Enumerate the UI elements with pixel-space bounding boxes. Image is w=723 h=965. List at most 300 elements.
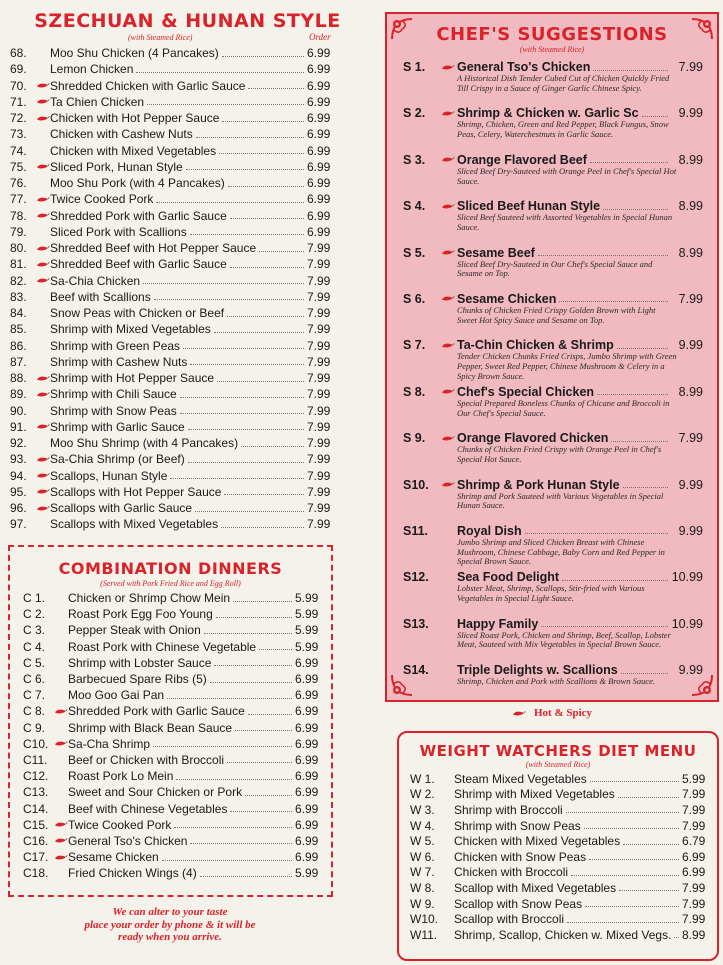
pepper-spacer <box>36 180 50 187</box>
item-name: Scallop with Mixed Vegetables <box>454 880 617 895</box>
chili-pepper-icon <box>36 212 50 219</box>
item-price: 7.99 <box>307 517 331 532</box>
item-number: C18. <box>23 866 49 881</box>
item-number: 97. <box>10 517 27 532</box>
pepper-spacer <box>441 620 457 627</box>
item-number: 85. <box>10 322 27 337</box>
item-price: 8.99 <box>682 927 706 942</box>
item-number: 92. <box>10 436 27 451</box>
dot-leader <box>259 649 292 650</box>
chili-pepper-icon <box>36 391 50 398</box>
pepper-spacer <box>36 407 50 414</box>
menu-item <box>10 768 323 784</box>
item-name: Chicken with Snow Peas <box>454 849 587 864</box>
item-name: Sea Food Delight <box>457 570 560 585</box>
menu-item <box>399 927 710 943</box>
item-name: Steam Mixed Vegetables <box>454 771 587 786</box>
pepper-spacer <box>36 521 50 528</box>
dot-leader <box>674 937 679 938</box>
item-price: 7.99 <box>307 501 331 516</box>
chili-pepper-icon <box>54 854 68 861</box>
item-name: Shrimp with Mixed Vegetables <box>454 787 615 802</box>
chef-menu-item <box>387 385 717 431</box>
menu-item <box>0 354 337 370</box>
item-price: 7.99 <box>307 289 331 304</box>
item-description: Shrimp, Chicken and Pork with Scallions & Brown Sauce. <box>457 676 655 687</box>
menu-item <box>10 752 323 768</box>
dot-leader <box>153 746 292 747</box>
item-name: General Tso's Chicken <box>68 833 188 848</box>
dot-leader <box>259 251 304 252</box>
chili-pepper-icon <box>36 196 50 203</box>
item-price: 7.99 <box>682 896 706 911</box>
dot-leader <box>136 72 304 73</box>
dot-leader <box>183 348 304 349</box>
item-name: Snow Peas with Chicken or Beef <box>50 306 225 321</box>
item-number: S 1. <box>403 60 426 74</box>
item-name: Scallops with Hot Pepper Sauce <box>50 484 222 499</box>
item-number: 84. <box>10 306 27 321</box>
item-number: C 8. <box>23 704 46 719</box>
dot-leader <box>190 364 304 365</box>
item-number: W10. <box>410 912 439 927</box>
pepper-spacer <box>54 773 68 780</box>
item-price: 7.99 <box>307 338 331 353</box>
pepper-spacer <box>36 131 50 138</box>
item-name: Orange Flavored Chicken <box>457 431 609 446</box>
menu-item <box>399 849 710 865</box>
item-number: C15. <box>23 817 49 832</box>
item-price: 6.99 <box>307 224 331 239</box>
menu-item <box>399 787 710 803</box>
item-number: 91. <box>10 419 27 434</box>
dot-leader <box>611 441 668 442</box>
dot-leader <box>180 413 304 414</box>
item-price: 6.99 <box>307 94 331 109</box>
item-name: Shrimp with Black Bean Sauce <box>68 720 233 735</box>
item-name: General Tso's Chicken <box>457 60 591 74</box>
pepper-spacer <box>441 667 457 674</box>
item-name: Shrimp with Snow Peas <box>50 403 177 418</box>
pepper-spacer <box>441 527 457 534</box>
item-number: W 3. <box>410 802 435 817</box>
item-price: 6.99 <box>295 817 319 832</box>
pepper-spacer <box>54 805 68 812</box>
menu-item <box>10 800 323 816</box>
item-name: Fried Chicken Wings (4) <box>68 866 197 881</box>
dot-leader <box>584 828 679 829</box>
chili-pepper-icon <box>512 710 530 717</box>
item-number: C14. <box>23 801 49 816</box>
menu-item <box>0 159 337 175</box>
item-name: Moo Shu Shrimp (with 4 Pancakes) <box>50 436 239 451</box>
item-price: 7.99 <box>678 60 703 74</box>
item-description: Jumbo Shrimp and Sliced Chicken Breast with Chinese Mushroom, Chinese Cabbage, Baby Corn and Red Pepper in Special Brown Sauce. <box>457 536 665 567</box>
item-number: S13. <box>403 616 429 631</box>
item-name: Triple Delights w. Scallions <box>457 663 618 678</box>
item-name: Sesame Beef <box>457 245 535 260</box>
item-name: Lemon Chicken <box>50 62 134 77</box>
dot-leader <box>590 781 679 782</box>
pepper-spacer <box>54 870 68 877</box>
item-price: 6.99 <box>295 785 319 800</box>
item-name: Chef's Special Chicken <box>457 384 595 399</box>
item-name: Roast Pork Egg Foo Young <box>68 607 213 622</box>
pepper-spacer <box>36 342 50 349</box>
item-number: 73. <box>10 127 27 142</box>
item-price: 6.99 <box>307 78 331 93</box>
item-price: 6.99 <box>307 192 331 207</box>
item-number: 76. <box>10 176 27 191</box>
ordering-note: We can alter to your taste place your order by phone & it will be ready when you arrive. <box>84 906 256 944</box>
order-column-label: Order <box>309 32 331 42</box>
dot-leader <box>623 844 679 845</box>
item-name: Sa-Chia Chicken <box>50 273 141 288</box>
item-number: C 7. <box>23 688 46 703</box>
menu-item <box>10 817 323 833</box>
dot-leader <box>571 875 679 876</box>
menu-item <box>10 720 323 736</box>
item-name: Chicken with Mixed Vegetables <box>454 834 621 849</box>
item-name: Shredded Pork with Garlic Sauce <box>50 208 227 223</box>
chef-menu-list <box>387 60 717 709</box>
item-price: 7.99 <box>307 371 331 386</box>
menu-item <box>0 94 337 110</box>
menu-item <box>399 865 710 881</box>
menu-item <box>0 451 337 467</box>
chef-menu-item <box>387 338 717 384</box>
pepper-spacer <box>441 574 457 581</box>
dot-leader <box>143 283 304 284</box>
menu-item <box>0 419 337 435</box>
item-price: 8.99 <box>678 152 703 167</box>
item-number: S11. <box>403 523 429 538</box>
item-name: Scallops, Hunan Style <box>50 468 168 483</box>
item-number: C16. <box>23 833 49 848</box>
item-number: 87. <box>10 354 27 369</box>
item-name: Chicken with Hot Pepper Sauce <box>50 111 220 126</box>
item-number: W 8. <box>410 880 435 895</box>
chili-pepper-icon <box>441 295 457 302</box>
item-number: 79. <box>10 224 27 239</box>
item-price: 6.99 <box>295 720 319 735</box>
item-number: 82. <box>10 273 27 288</box>
menu-item <box>0 468 337 484</box>
pepper-spacer <box>36 440 50 447</box>
item-name: Scallops with Garlic Sauce <box>50 501 193 516</box>
chili-pepper-icon <box>54 821 68 828</box>
dot-leader <box>176 779 292 780</box>
item-name: Shrimp with Lobster Sauce <box>68 655 212 670</box>
menu-item <box>10 736 323 752</box>
item-price: 7.99 <box>307 273 331 288</box>
chili-pepper-icon <box>441 203 457 210</box>
item-price: 6.99 <box>295 655 319 670</box>
menu-item <box>10 671 323 687</box>
pepper-spacer <box>36 66 50 73</box>
floral-corner-icon <box>689 16 715 42</box>
item-price: 8.99 <box>678 245 703 260</box>
chili-pepper-icon <box>441 388 457 395</box>
item-name: Sa-Cha Shrimp <box>68 736 151 751</box>
item-name: Twice Cooked Pork <box>50 192 154 207</box>
item-price: 6.99 <box>307 159 331 174</box>
dot-leader <box>221 527 304 528</box>
item-price: 6.99 <box>307 62 331 77</box>
section-subtitle: (with Steamed Rice) <box>525 760 591 769</box>
pepper-spacer <box>36 358 50 365</box>
dot-leader <box>248 88 304 89</box>
dot-leader <box>190 234 304 235</box>
dot-leader <box>222 56 304 57</box>
item-name: Shrimp & Chicken w. Garlic Sc <box>457 106 639 121</box>
pepper-spacer <box>54 724 68 731</box>
item-number: S 8. <box>403 384 426 399</box>
item-name: Scallop with Broccoli <box>454 912 565 927</box>
item-name: Moo Goo Gai Pan <box>68 688 165 703</box>
item-name: Shrimp with Chili Sauce <box>50 387 177 402</box>
szechuan-hunan-section <box>0 10 345 533</box>
dot-leader <box>538 255 668 256</box>
dot-leader <box>227 316 304 317</box>
dot-leader <box>188 429 304 430</box>
section-title: COMBINATION DINNERS <box>58 559 283 578</box>
chefs-suggestions-section <box>385 12 719 702</box>
item-number: 77. <box>10 192 27 207</box>
dot-leader <box>603 209 668 210</box>
item-name: Moo Shu Pork (with 4 Pancakes) <box>50 176 225 191</box>
chef-menu-item <box>387 106 717 152</box>
dot-leader <box>162 860 292 861</box>
item-number: 96. <box>10 501 27 516</box>
item-price: 6.99 <box>682 849 706 864</box>
dot-leader <box>525 533 668 534</box>
menu-item <box>0 289 337 305</box>
item-price: 6.99 <box>307 143 331 158</box>
dot-leader <box>156 202 304 203</box>
item-number: C17. <box>23 850 49 865</box>
menu-item <box>0 191 337 207</box>
item-price: 6.99 <box>307 111 331 126</box>
item-price: 7.99 <box>682 818 706 833</box>
item-name: Chicken with Broccoli <box>454 865 569 880</box>
item-name: Moo Shu Chicken (4 Pancakes) <box>50 46 219 61</box>
item-number: C12. <box>23 769 49 784</box>
chef-menu-item <box>387 246 717 292</box>
item-number: 88. <box>10 371 27 386</box>
chili-pepper-icon <box>36 245 50 252</box>
item-number: W 4. <box>410 818 435 833</box>
item-name: Chicken with Mixed Vegetables <box>50 143 217 158</box>
menu-item <box>0 500 337 516</box>
item-price: 10.99 <box>671 616 703 631</box>
menu-item <box>0 370 337 386</box>
item-description: Shrimp and Pork Sauteed with Various Vegetables in Special Hunan Sauce. <box>457 490 664 511</box>
section-subtitle: (with Steamed Rice) <box>519 45 585 54</box>
chili-pepper-icon <box>36 82 50 89</box>
section-subtitle: (with Steamed Rice) <box>128 33 193 42</box>
item-price: 7.99 <box>678 291 703 306</box>
item-price: 7.99 <box>682 880 706 895</box>
chili-pepper-icon <box>36 115 50 122</box>
chili-pepper-icon <box>36 98 50 105</box>
item-price: 9.99 <box>678 523 703 538</box>
item-number: S 3. <box>403 152 426 167</box>
item-name: Roast Pork Lo Mein <box>68 769 174 784</box>
dot-leader <box>619 890 679 891</box>
dot-leader <box>621 673 668 674</box>
menu-item <box>10 606 323 622</box>
dot-leader <box>585 906 679 907</box>
dot-leader <box>245 795 292 796</box>
item-price: 10.99 <box>671 570 703 585</box>
pepper-spacer <box>36 310 50 317</box>
item-description: Chunks of Chicken Fried Crispy Golden Brown with Light Sweet Hot Spicy Sauce and Sesame on Top. <box>457 304 656 325</box>
item-price: 6.99 <box>295 672 319 687</box>
dot-leader <box>214 332 304 333</box>
item-price: 5.99 <box>295 607 319 622</box>
item-description: Special Prepared Boneless Chunks of Chicane and Broccoli in Our Chef's Special Sauce. <box>457 397 670 418</box>
item-price: 7.99 <box>307 436 331 451</box>
menu-item <box>10 703 323 719</box>
dot-leader <box>214 665 292 666</box>
item-price: 6.99 <box>295 769 319 784</box>
item-price: 6.99 <box>307 46 331 61</box>
item-number: 83. <box>10 289 27 304</box>
dot-leader <box>559 301 668 302</box>
dot-leader <box>174 827 292 828</box>
menu-item <box>0 273 337 289</box>
menu-item <box>10 833 323 849</box>
item-description: Lobster Meat, Shrimp, Scallops, Stir-fried with Various Vegetables in Special Light Sauce. <box>457 583 645 604</box>
pepper-spacer <box>54 659 68 666</box>
menu-item <box>399 818 710 834</box>
pepper-spacer <box>36 326 50 333</box>
chef-menu-item <box>387 478 717 524</box>
item-number: C13. <box>23 785 49 800</box>
item-number: C10. <box>23 736 49 751</box>
dot-leader <box>224 494 304 495</box>
item-description: Sliced Beef Dry-Sauteed in Our Chef's Special Sauce and Sesame on Top. <box>457 258 653 279</box>
item-number: S 9. <box>403 431 426 446</box>
chili-pepper-icon <box>441 249 457 256</box>
item-name: Royal Dish <box>457 523 522 538</box>
pepper-spacer <box>36 147 50 154</box>
item-number: W 2. <box>410 787 435 802</box>
item-price: 6.99 <box>295 801 319 816</box>
menu-list <box>10 590 331 881</box>
dot-leader <box>200 876 292 877</box>
menu-item <box>0 516 337 532</box>
item-number: 74. <box>10 143 27 158</box>
item-price: 6.99 <box>682 865 706 880</box>
item-description: Chunks of Chicken Fried Crispy with Orange Peel in Chef's Special Hot Sauce. <box>457 444 662 464</box>
dot-leader <box>566 812 679 813</box>
dot-leader <box>217 381 304 382</box>
pepper-spacer <box>36 228 50 235</box>
menu-item <box>0 240 337 256</box>
item-price: 5.99 <box>295 623 319 638</box>
menu-item <box>10 865 323 881</box>
item-number: S10. <box>403 477 429 492</box>
menu-item <box>0 45 337 61</box>
item-name: Sliced Beef Hunan Style <box>457 199 601 214</box>
item-price: 8.99 <box>678 199 703 214</box>
item-price: 9.99 <box>678 338 703 353</box>
item-description: Sliced Beef Dry-Sauteed with Orange Peel in Chef's Special Hot Sauce. <box>457 165 677 186</box>
dot-leader <box>597 394 668 395</box>
item-price: 6.99 <box>307 176 331 191</box>
chili-pepper-icon <box>441 110 457 117</box>
item-number: 90. <box>10 403 27 418</box>
item-number: C 5. <box>23 655 46 670</box>
dot-leader <box>170 478 304 479</box>
item-name: Sweet and Sour Chicken or Pork <box>68 785 243 800</box>
dot-leader <box>154 299 304 300</box>
dot-leader <box>186 169 304 170</box>
item-number: S 7. <box>403 338 426 353</box>
item-name: Shredded Beef with Hot Pepper Sauce <box>50 241 257 256</box>
dot-leader <box>188 462 304 463</box>
item-name: Sa-Chia Shrimp (or Beef) <box>50 452 185 467</box>
dot-leader <box>190 843 292 844</box>
pepper-spacer <box>54 595 68 602</box>
dot-leader <box>195 511 304 512</box>
item-price: 7.99 <box>307 354 331 369</box>
menu-item <box>0 175 337 191</box>
chili-pepper-icon <box>36 163 50 170</box>
item-price: 6.99 <box>295 704 319 719</box>
item-name: Shrimp with Broccoli <box>454 802 563 817</box>
dot-leader <box>210 682 292 683</box>
item-price: 6.99 <box>295 688 319 703</box>
menu-item <box>399 911 710 927</box>
item-name: Shrimp, Scallop, Chicken w. Mixed Vegs. <box>454 927 672 942</box>
chili-pepper-icon <box>54 740 68 747</box>
item-number: W 9. <box>410 896 435 911</box>
item-price: 5.99 <box>295 639 319 654</box>
menu-item <box>0 435 337 451</box>
item-name: Shrimp with Cashew Nuts <box>50 354 188 369</box>
dot-leader <box>196 137 304 138</box>
menu-item <box>0 61 337 77</box>
dot-leader <box>590 162 668 163</box>
dot-leader <box>617 348 668 349</box>
item-price: 7.99 <box>307 419 331 434</box>
chef-menu-item <box>387 199 717 245</box>
dot-leader <box>241 446 304 447</box>
item-name: Shredded Chicken with Garlic Sauce <box>50 78 246 93</box>
weight-watchers-section <box>397 731 719 961</box>
menu-item <box>0 403 337 419</box>
item-price: 6.99 <box>295 850 319 865</box>
dot-leader <box>593 70 668 71</box>
item-number: 71. <box>10 94 27 109</box>
menu-item <box>0 305 337 321</box>
item-price: 6.99 <box>295 752 319 767</box>
item-name: Shrimp with Green Peas <box>50 338 181 353</box>
item-number: S 6. <box>403 291 426 306</box>
dot-leader <box>541 626 668 627</box>
item-name: Scallop with Snow Peas <box>454 896 583 911</box>
item-number: S 2. <box>403 106 426 121</box>
chili-pepper-icon <box>36 505 50 512</box>
menu-item <box>10 655 323 671</box>
item-name: Beef with Scallions <box>50 289 151 304</box>
chili-pepper-icon <box>441 156 457 163</box>
item-name: Sliced Pork, Hunan Style <box>50 159 183 174</box>
dot-leader <box>567 922 679 923</box>
